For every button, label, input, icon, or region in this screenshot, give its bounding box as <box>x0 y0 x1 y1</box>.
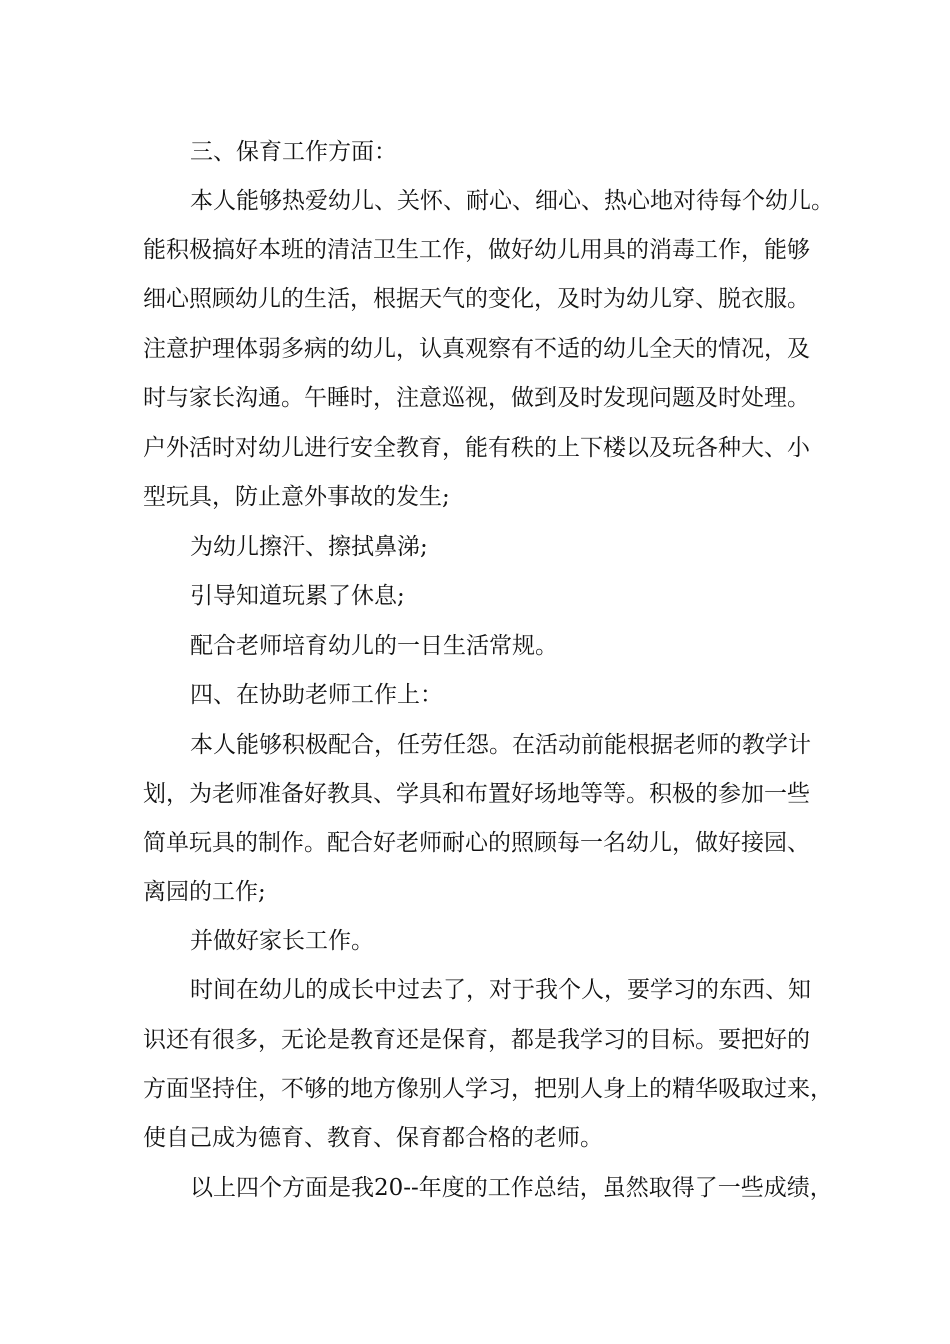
text-line: 划，为老师准备好教具、学具和布置好场地等等。积极的参加一些 <box>143 781 810 807</box>
text-line: 配合老师培育幼儿的一日生活常规。 <box>190 633 558 659</box>
text-line: 并做好家长工作。 <box>190 928 374 954</box>
text-line: 型玩具，防止意外事故的发生; <box>143 484 450 510</box>
text-line: 三、保育工作方面： <box>190 139 397 165</box>
text-line: 为幼儿擦汗、擦拭鼻涕; <box>190 534 428 560</box>
text-line: 时与家长沟通。午睡时，注意巡视，做到及时发现问题及时处理。 <box>143 385 810 411</box>
text-line: 简单玩具的制作。配合好老师耐心的照顾每一名幼儿，做好接园、 <box>143 830 810 856</box>
text-line: 引导知道玩累了休息; <box>190 583 405 609</box>
text-line: 本人能够积极配合，任劳任怨。在活动前能根据老师的教学计 <box>190 732 811 758</box>
text-line: 细心照顾幼儿的生活，根据天气的变化，及时为幼儿穿、脱衣服。 <box>143 286 810 312</box>
text-line: 四、在协助老师工作上： <box>190 682 443 708</box>
text-line: 方面坚持住，不够的地方像别人学习，把别人身上的精华吸取过来， <box>143 1076 833 1102</box>
text-line: 使自己成为德育、教育、保育都合格的老师。 <box>143 1125 603 1151</box>
text-line: 识还有很多，无论是教育还是保育，都是我学习的目标。要把好的 <box>143 1027 810 1053</box>
text-line: 注意护理体弱多病的幼儿，认真观察有不适的幼儿全天的情况，及 <box>143 336 810 362</box>
text-line: 户外活时对幼儿进行安全教育，能有秩的上下楼以及玩各种大、小 <box>143 435 810 461</box>
text-line: 时间在幼儿的成长中过去了，对于我个人，要学习的东西、知 <box>190 977 811 1003</box>
text-line: 以上四个方面是我20--年度的工作总结，虽然取得了一些成绩， <box>190 1175 833 1201</box>
text-line: 本人能够热爱幼儿、关怀、耐心、细心、热心地对待每个幼儿。 <box>190 188 834 214</box>
text-line: 能积极搞好本班的清洁卫生工作，做好幼儿用具的消毒工作，能够 <box>143 237 810 263</box>
text-line: 离园的工作; <box>143 879 266 905</box>
